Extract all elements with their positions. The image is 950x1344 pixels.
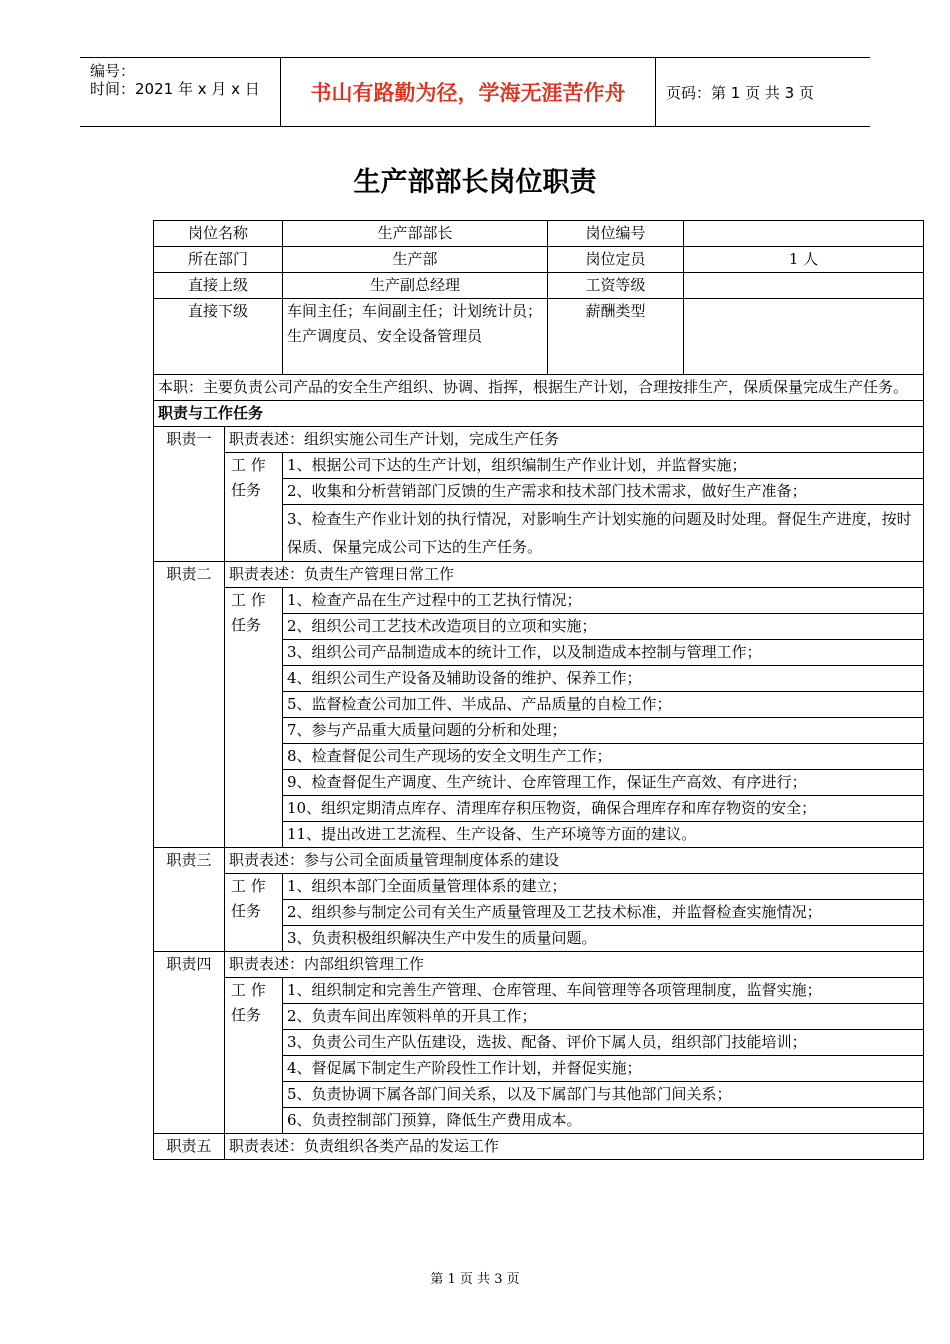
post-name-label: 岗位名称 <box>154 221 283 247</box>
duty-label: 职责一 <box>154 427 225 562</box>
section-row <box>154 401 924 427</box>
duty-table <box>153 220 924 1160</box>
task-item: 1、检查产品在生产过程中的工艺执行情况； <box>283 588 924 614</box>
task-label: 工 作 任务 <box>225 874 283 952</box>
task-label: 工 作 任务 <box>225 978 283 1134</box>
task-item: 10、组织定期清点库存、清理库存积压物资，确保合理库存和库存物资的安全； <box>283 796 924 822</box>
task-row <box>154 588 924 614</box>
duty-statement: 职责表述：内部组织管理工作 <box>225 952 924 978</box>
dept-value: 生产部 <box>283 247 548 273</box>
task-label: 工 作 任务 <box>225 453 283 562</box>
task-item: 1、组织制定和完善生产管理、仓库管理、车间管理等各项管理制度，监督实施； <box>283 978 924 1004</box>
main-duty-text: 本职：主要负责公司产品的安全生产组织、协调、指挥，根据生产计划，合理按排生产，保质保量完成生产任务。 <box>154 375 924 401</box>
task-item: 8、检查督促公司生产现场的安全文明生产工作； <box>283 744 924 770</box>
task-item: 9、检查督促生产调度、生产统计、仓库管理工作，保证生产高效、有序进行； <box>283 770 924 796</box>
task-item: 3、组织公司产品制造成本的统计工作，以及制造成本控制与管理工作； <box>283 640 924 666</box>
duty-label: 职责二 <box>154 562 225 848</box>
task-item: 7、参与产品重大质量问题的分析和处理； <box>283 718 924 744</box>
post-no-label: 岗位编号 <box>548 221 684 247</box>
subordinate-label: 直接下级 <box>154 299 283 375</box>
section-title: 职责与工作任务 <box>154 401 924 427</box>
duty-statement: 职责表述：负责生产管理日常工作 <box>225 562 924 588</box>
duty-label: 职责四 <box>154 952 225 1134</box>
page-header <box>80 57 870 127</box>
task-row <box>154 453 924 479</box>
task-item: 3、负责公司生产队伍建设，选拔、配备、评价下属人员，组织部门技能培训； <box>283 1030 924 1056</box>
subordinate-value: 车间主任；车间副主任；计划统计员；生产调度员、安全设备管理员 <box>283 299 548 375</box>
page-title: 生产部部长岗位职责 <box>353 167 597 198</box>
task-item: 3、检查生产作业计划的执行情况，对影响生产计划实施的问题及时处理。督促生产进度，按时保质、保量完成公司下达的生产任务。 <box>283 505 924 562</box>
header-page-info: 页码：第 1 页 共 3 页 <box>666 83 814 102</box>
grade-value <box>684 273 924 299</box>
duty-statement: 职责表述：参与公司全面质量管理制度体系的建设 <box>225 848 924 874</box>
task-row <box>154 978 924 1004</box>
header-motto: 书山有路勤为径，学海无涯苦作舟 <box>280 58 656 126</box>
header-left <box>80 58 280 126</box>
task-item: 4、督促属下制定生产阶段性工作计划，并督促实施； <box>283 1056 924 1082</box>
superior-label: 直接上级 <box>154 273 283 299</box>
duty-row <box>154 562 924 588</box>
task-item: 2、组织参与制定公司有关生产质量管理及工艺技术标准，并监督检查实施情况； <box>283 900 924 926</box>
task-item: 2、负责车间出库领料单的开具工作； <box>283 1004 924 1030</box>
doc-number-label: 编号： <box>90 62 136 80</box>
duty-row <box>154 1134 924 1160</box>
info-row <box>154 299 924 375</box>
info-row <box>154 247 924 273</box>
task-item: 4、组织公司生产设备及辅助设备的维护、保养工作； <box>283 666 924 692</box>
task-item: 2、收集和分析营销部门反馈的生产需求和技术部门技术需求，做好生产准备； <box>283 479 924 505</box>
main-duty-row <box>154 375 924 401</box>
duty-statement: 职责表述：负责组织各类产品的发运工作 <box>225 1134 924 1160</box>
duty-statement: 职责表述：组织实施公司生产计划，完成生产任务 <box>225 427 924 453</box>
task-label: 工 作 任务 <box>225 588 283 848</box>
info-row <box>154 221 924 247</box>
task-item: 2、组织公司工艺技术改造项目的立项和实施； <box>283 614 924 640</box>
quota-value: 1 人 <box>684 247 924 273</box>
post-no-value <box>684 221 924 247</box>
post-name-value: 生产部部长 <box>283 221 548 247</box>
duty-row <box>154 427 924 453</box>
duty-label: 职责五 <box>154 1134 225 1160</box>
task-item: 3、负责积极组织解决生产中发生的质量问题。 <box>283 926 924 952</box>
info-row <box>154 273 924 299</box>
duty-row <box>154 848 924 874</box>
task-item: 1、根据公司下达的生产计划，组织编制生产作业计划，并监督实施； <box>283 453 924 479</box>
task-item: 5、负责协调下属各部门间关系，以及下属部门与其他部门间关系； <box>283 1082 924 1108</box>
salary-type-label: 薪酬类型 <box>548 299 684 375</box>
doc-time-label: 时间：2021 年 x 月 x 日 <box>90 80 260 98</box>
salary-type-value <box>684 299 924 375</box>
page-footer: 第 1 页 共 3 页 <box>430 1272 520 1287</box>
quota-label: 岗位定员 <box>548 247 684 273</box>
superior-value: 生产副总经理 <box>283 273 548 299</box>
duty-label: 职责三 <box>154 848 225 952</box>
dept-label: 所在部门 <box>154 247 283 273</box>
task-item: 6、负责控制部门预算，降低生产费用成本。 <box>283 1108 924 1134</box>
grade-label: 工资等级 <box>548 273 684 299</box>
task-item: 11、提出改进工艺流程、生产设备、生产环境等方面的建议。 <box>283 822 924 848</box>
duty-row <box>154 952 924 978</box>
task-item: 1、组织本部门全面质量管理体系的建立； <box>283 874 924 900</box>
task-item: 5、监督检查公司加工件、半成品、产品质量的自检工作； <box>283 692 924 718</box>
task-row <box>154 874 924 900</box>
